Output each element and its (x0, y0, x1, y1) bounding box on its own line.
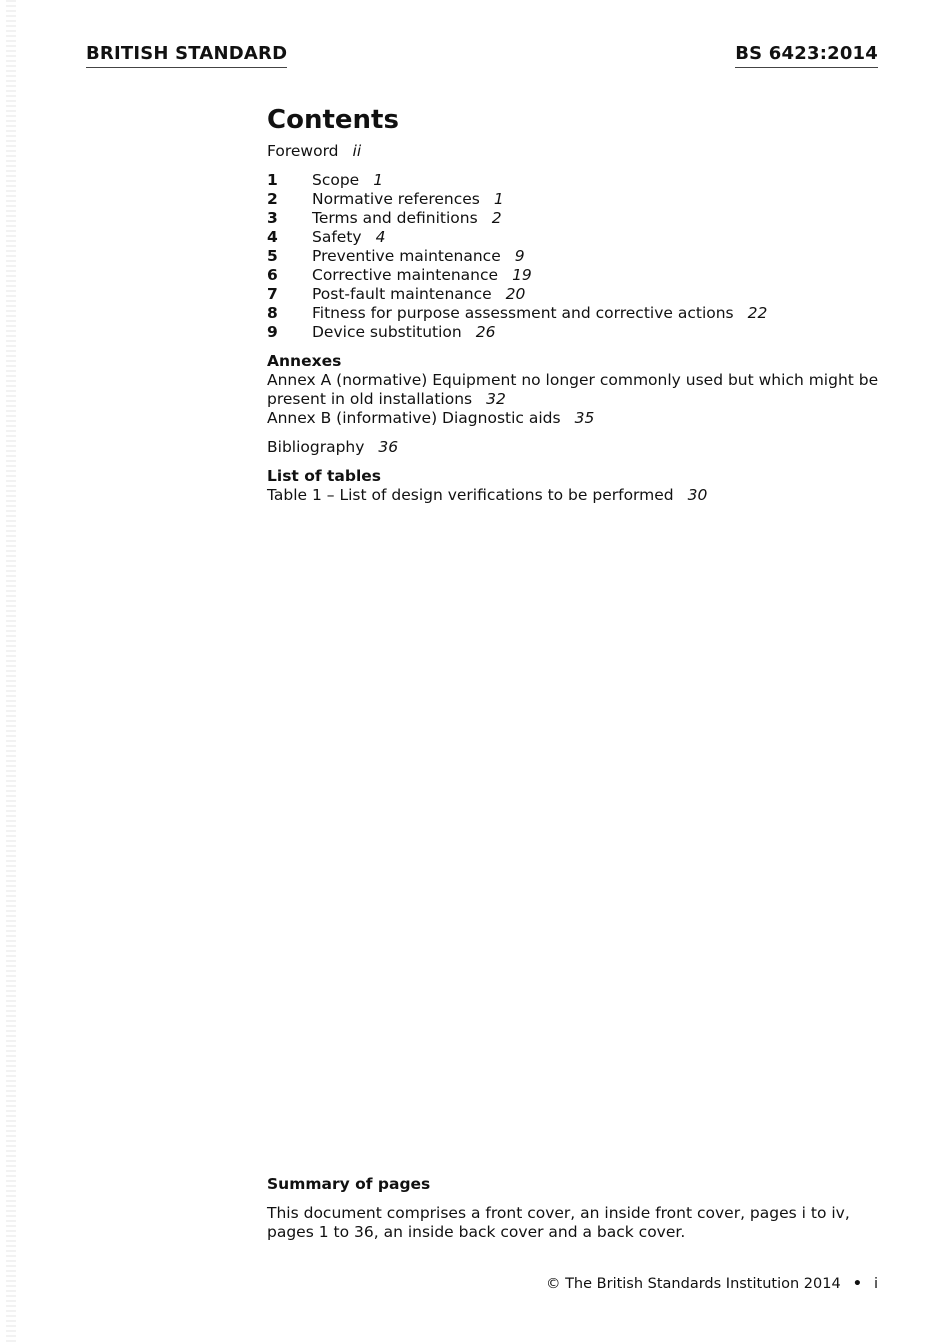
toc-clause-6[interactable] (267, 266, 887, 285)
clause-number: 5 (267, 247, 278, 265)
summary-of-pages (267, 1175, 857, 1242)
summary-heading: Summary of pages (267, 1175, 431, 1193)
clause-number: 7 (267, 285, 278, 303)
table-label: Table 1 – List of design verifications to be performed (267, 486, 674, 504)
clause-label: Safety (312, 228, 362, 246)
toc-annex-b[interactable] (267, 409, 887, 428)
clause-label: Device substitution (312, 323, 462, 341)
contents-title: Contents (267, 105, 399, 135)
toc-page-number: 1 (493, 190, 504, 208)
summary-text: This document comprises a front cover, an inside front cover, pages i to iv, pages 1 to 36, an inside back cover and a back cover. (267, 1204, 850, 1241)
toc-clause-7[interactable] (267, 285, 887, 304)
toc-page-number: 2 (491, 209, 502, 227)
clause-label: Corrective maintenance (312, 266, 499, 284)
clause-number: 6 (267, 266, 278, 284)
clause-label: Terms and definitions (312, 209, 478, 227)
clause-label: Fitness for purpose assessment and corrective actions (312, 304, 734, 322)
annexes-section (267, 352, 887, 428)
toc-clause-8[interactable] (267, 304, 887, 323)
toc-page-number: 22 (747, 304, 768, 322)
toc-clause-9[interactable] (267, 323, 887, 342)
clause-label: Scope (312, 171, 360, 189)
clause-number: 3 (267, 209, 278, 227)
running-head-standard: BRITISH STANDARD (86, 43, 287, 68)
clause-label: Normative references (312, 190, 480, 208)
toc-page-number: 4 (375, 228, 386, 246)
toc-annex-a[interactable] (267, 371, 887, 409)
toc-page-number: 30 (687, 486, 708, 504)
toc-page-number: 35 (574, 409, 595, 427)
bibliography-label: Bibliography (267, 438, 365, 456)
copyright-notice: © The British Standards Institution 2014 (545, 1276, 841, 1292)
annexes-heading: Annexes (267, 352, 342, 370)
annex-label: Annex A (normative) Equipment no longer commonly used but which might be present in old installations (267, 371, 879, 408)
clause-number: 1 (267, 171, 278, 189)
clause-list (267, 171, 887, 342)
toc-page-number: 19 (512, 266, 532, 284)
toc-page-number: 1 (373, 171, 384, 189)
clause-number: 4 (267, 228, 278, 246)
toc-page-number: 9 (514, 247, 525, 265)
toc-bibliography[interactable] (267, 438, 887, 457)
page-number: i (873, 1276, 878, 1292)
annex-label: Annex B (informative) Diagnostic aids (267, 409, 561, 427)
contents-section (267, 104, 887, 505)
clause-label: Post-fault maintenance (312, 285, 492, 303)
running-head-code: BS 6423:2014 (735, 43, 878, 68)
page-footer (546, 1274, 878, 1294)
tables-heading: List of tables (267, 467, 382, 485)
toc-page-number: 26 (475, 323, 496, 341)
toc-clause-1[interactable] (267, 171, 887, 190)
toc-clause-2[interactable] (267, 190, 887, 209)
toc-entry-foreword[interactable] (267, 142, 887, 161)
toc-page-number: ii (352, 142, 362, 160)
toc-page-number: 36 (378, 438, 399, 456)
footer-bullet: • (852, 1276, 862, 1292)
clause-label: Preventive maintenance (312, 247, 501, 265)
toc-page-number: 20 (505, 285, 526, 303)
clause-number: 8 (267, 304, 278, 322)
tables-section (267, 467, 887, 505)
toc-clause-3[interactable] (267, 209, 887, 228)
toc-clause-5[interactable] (267, 247, 887, 266)
toc-page-number: 32 (486, 390, 506, 408)
clause-number: 9 (267, 323, 278, 341)
toc-table-1[interactable] (267, 486, 887, 505)
toc-entry-label: Foreword (267, 142, 339, 160)
clause-number: 2 (267, 190, 278, 208)
toc-clause-4[interactable] (267, 228, 887, 247)
scanned-edge-strip (6, 0, 16, 1344)
